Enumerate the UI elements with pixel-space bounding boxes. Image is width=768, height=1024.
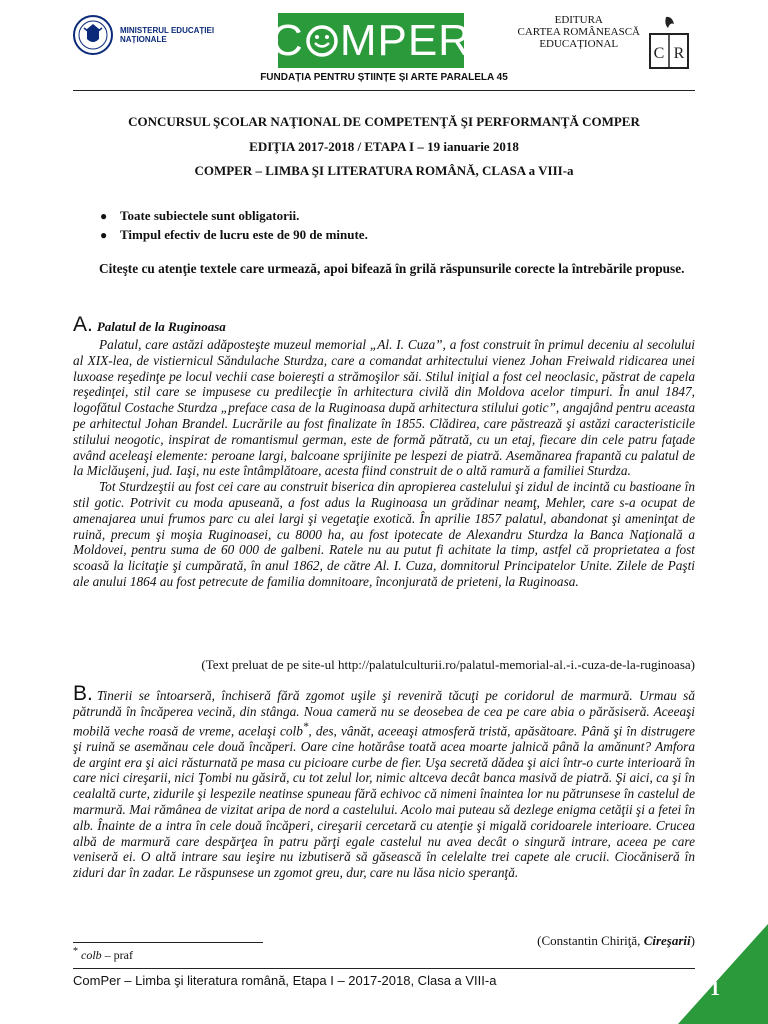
book-title: Cireşarii	[643, 933, 691, 948]
publisher-line3: EDUCAȚIONAL	[539, 38, 619, 50]
edition-title: EDIŢIA 2017-2018 / ETAPA I – 19 ianuarie 2018	[249, 139, 519, 154]
ministry-line2: NAȚIONALE	[120, 35, 167, 44]
header-divider	[73, 90, 695, 91]
bullet-icon: ●	[100, 228, 108, 242]
bullet-icon: ●	[100, 209, 108, 223]
coat-of-arms-icon	[72, 14, 114, 56]
page-corner-triangle	[678, 924, 768, 1024]
instructions: Citeşte cu atenţie textele care urmează, apoi bifează în grilă răspunsurile corecte la întrebările propuse.	[99, 261, 685, 276]
section-a-paragraph: Tot Sturdzeştii au fost cei care au construit biserica din apropierea castelului şi zidul de incintă cu bastioane în stil gotic. Potrivit cu moda apuseană, a fost adus la Ruginoasa un grădinar neamţ, Mehler, care s-a ocupat de amenajarea unui frumos parc cu alei largi şi vegetaţie exotică. În aprilie 1857 palatul, abandonat şi ameninţat de ruină, precum şi moşia Ruginoasei, cu 8000 ha, au fost ipotecate de Alexandru Sturdza la Banca Naţională a Moldovei, pentru suma de 60 000 de galbeni. Ratele nu au putut fi achitate la timp, astfel că proprietatea a fost scoasă la licitaţie şi cumpărată, în anul 1862, de către Al. I. Cuza, domnitorul Principatelor Unite. Zilele de Paşti ale anului 1864 au fost petrecute de familia domnitoare, înconjurată de prieteni, la Ruginoasa.	[73, 479, 695, 589]
section-a-text	[73, 337, 695, 590]
publisher-line2: CARTEA ROMÂNEASCĂ	[517, 26, 640, 38]
section-b-author: (Constantin Chiriţă, Cireşarii)	[537, 933, 695, 948]
section-a-paragraph: Palatul, care astăzi adăposteşte muzeul memorial „Al. I. Cuza”, a fost construit în primul deceniu al secolului al XIX-lea, de vistiernicul Săndulache Sturdza, care a comandat arhitectului vienez Johan Freiwald ridicarea unei luxoase reşedinţe pe locul vechii case boiereşti a strămoşilor săi. Stilul iniţial a fost cel neoclasic, păstrat de capela reşedinţei, stil care se impusese cu predilecţie în arhitectura civilă din Moldova acelor timpuri. În anul 1847, logofătul Costache Sturdza „preface casa de la Ruginoasa după arhitectura stilului gotic”, angajând pentru aceasta pe arhitectul Johan Brandel. Lucrările au fost finalizate în 1855. Clădirea, care păstrează şi astăzi caracteristicile stilului neogotic, inspirat de romantismul german, este de formă pătrată, cu un etaj, fiecare din cele patru faţade având aceleaşi elemente: peroane largi, balcoane sprijinite pe lespezi de piatră. Asemănarea frapantă cu palatul de la Miclăuşeni, jud. Iaşi, nu este întâmplătoare, acesta fiind construit de o altă ramură a familiei Sturdza.	[73, 337, 695, 479]
section-a-letter: A.	[73, 313, 93, 336]
cr-publisher-logo-icon	[648, 14, 690, 70]
ministry-line1: MINISTERUL EDUCAȚIEI	[120, 26, 215, 35]
subject-title: COMPER – LIMBA ŞI LITERATURA ROMÂNĂ, CLASA a VIII-a	[194, 163, 574, 178]
rule-item: ● Toate subiectele sunt obligatorii.	[100, 208, 300, 223]
section-b-letter: B.	[73, 682, 93, 705]
section-a-title: Palatul de la Ruginoasa	[96, 319, 226, 334]
footer-text: ComPer – Limba şi literatura română, Etapa I – 2017-2018, Clasa a VIII-a	[73, 973, 497, 988]
footer-divider	[73, 968, 695, 969]
publisher-name	[518, 14, 641, 50]
svg-text:C: C	[653, 45, 665, 62]
foundation-name: FUNDAȚIA PENTRU ȘTIINȚE ȘI ARTE PARALELA 45	[260, 72, 508, 83]
footnote-marker: *	[302, 720, 309, 733]
smiley-icon	[305, 24, 339, 58]
rule-item: ● Timpul efectiv de lucru este de 90 de minute.	[100, 227, 368, 242]
footnote-divider	[73, 942, 263, 943]
contest-title: CONCURSUL ŞCOLAR NAŢIONAL DE COMPETENŢĂ ŞI PERFORMANŢĂ COMPER	[128, 114, 640, 129]
section-b-text: B. Tinerii se întoarseră, închiseră fără zgomot uşile şi reveniră tăcuţi pe coridorul de marmură. Urmau să pătrundă în încăperea vecină, din stânga. Noua cameră nu se deosebea de cea pe care abia o părăsiseră. Aceeaşi mobilă veche roasă de vreme, acelaşi colb*, des, vânăt, aceeaşi atmosferă tristă, apăsătoare. Până şi în distrugere şi ruină se asemănau cele două încăperi. Oare cine hotărâse toată acea moarte jalnică până la amănunt? Amfora de argint era şi aici răsturnată pe masa cu picioare curbe de fier. Uşa secretă dădea şi aici într-o curte interioară în care nici cireşarii, nici Ţombi nu găsiră, cu tot zelul lor, nimic altceva decât banca masivă de piatră. Şi aici, ca şi în cealaltă curte, zidurile şi lespezile neatinse spuneau fără echivoc că nimeni înaintea lor nu pătrunsese în castelul de marmură. Mai rămânea de vizitat aripa de nord a castelului. Acolo mai puteau să dezlege enigma cetăţii şi a fetei în alb. Înainte de a intra în cele două încăperi, cireşarii cercetară cu atenţie şi migală coridoarele interioare. Crucea albă de marmură care despărţea în patru părţi egale castelul nu avea decât o singură intrare, aceea pe care veniseră ei. O altă intrare sau ieşire nu izbutiseră să găsească în celelalte trei capete ale crucii. Ciocăniseră în ziduri dar în zadar. Le răspunsese un zgomot greu, dur, care nu lăsa nicio speranţă.	[73, 682, 695, 881]
section-a-heading	[73, 313, 226, 337]
svg-text:R: R	[673, 45, 685, 62]
comper-logo: C MPER	[278, 13, 464, 68]
ministry-logo	[72, 14, 214, 56]
section-a-source: (Text preluat de pe site-ul http://palatulculturii.ro/palatul-memorial-al.-i.-cuza-de-la-ruginoasa)	[201, 657, 695, 672]
footnote: * colb – praf	[73, 946, 133, 962]
publisher-line1: EDITURA	[554, 14, 603, 26]
rules-list	[100, 208, 368, 246]
page-number: 1	[710, 978, 720, 1000]
